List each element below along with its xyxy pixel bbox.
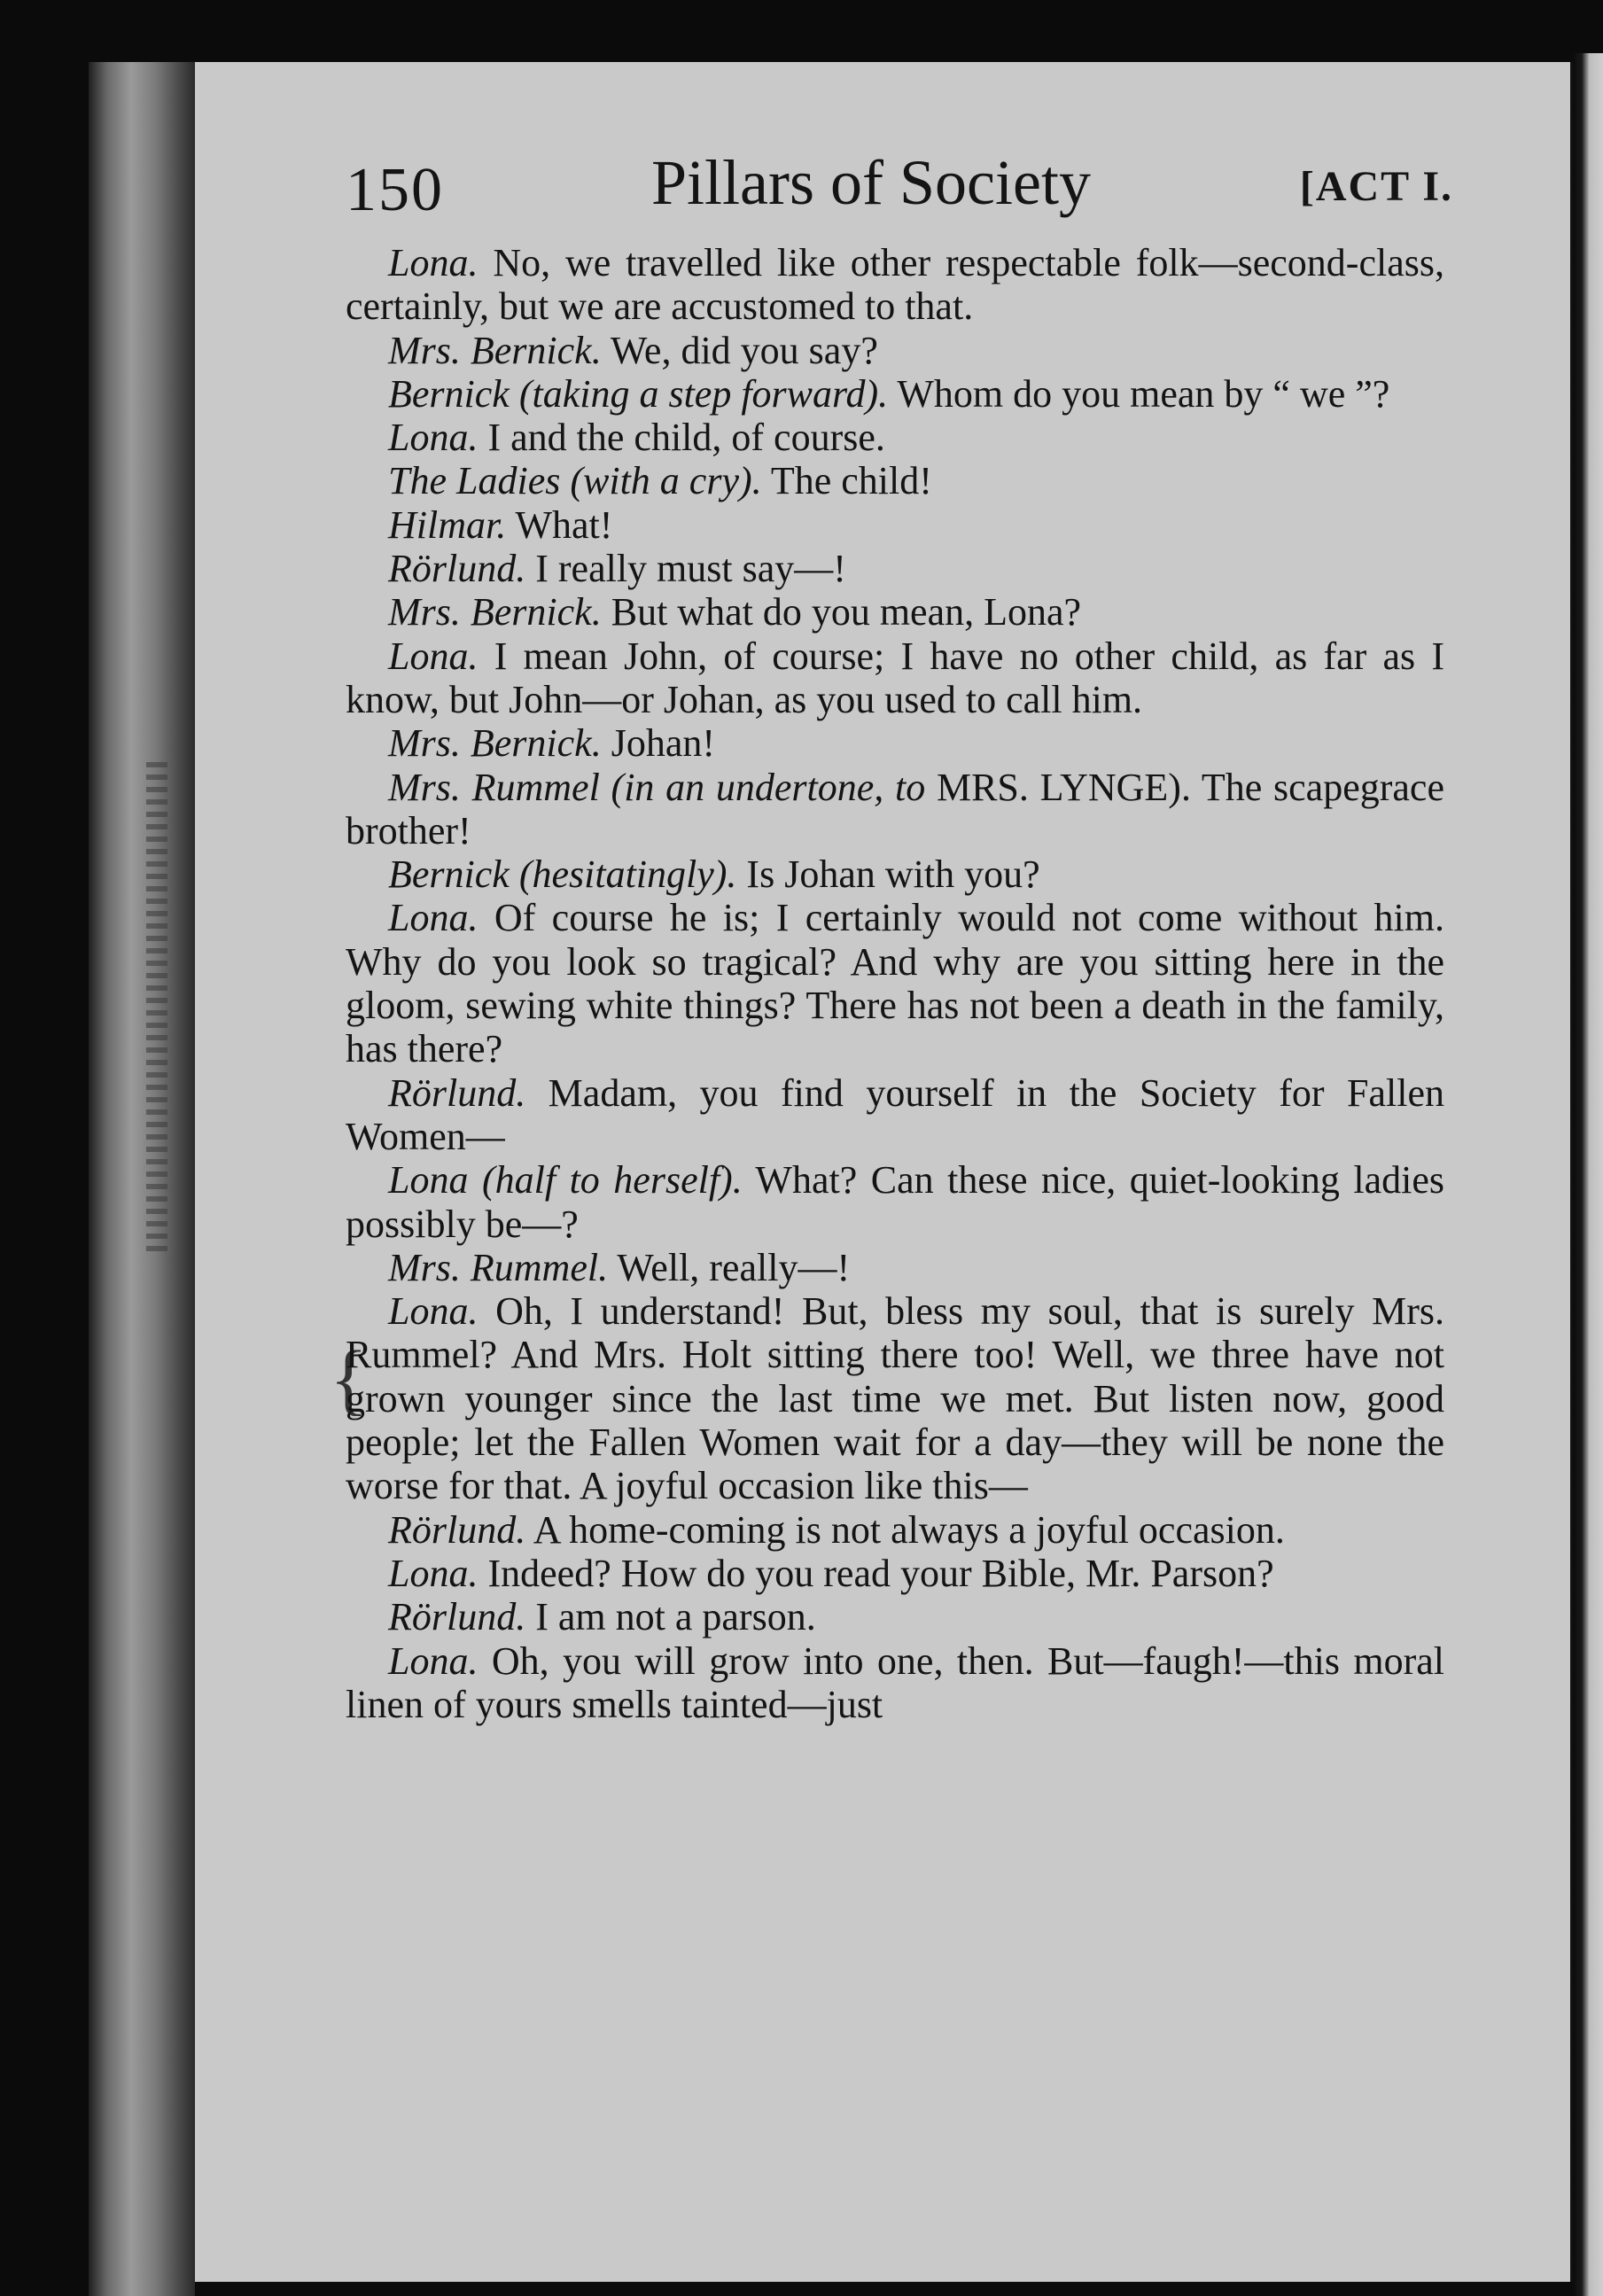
speaker: Mrs. Bernick.	[388, 590, 602, 634]
dialogue-line	[346, 1508, 1444, 1552]
speaker: Mrs. Bernick.	[388, 721, 602, 766]
speaker: Lona.	[388, 241, 479, 284]
dialogue-line	[346, 1289, 1444, 1507]
page-number: 150	[346, 156, 444, 224]
spine-lettering	[146, 762, 167, 1258]
dialogue-line	[346, 1158, 1444, 1246]
page-header	[346, 146, 1453, 244]
speaker: Bernick (taking a step forward).	[388, 371, 889, 416]
speech: What!	[506, 502, 613, 547]
speech: Is Johan with you?	[736, 852, 1040, 897]
speaker: Rörlund.	[388, 547, 526, 591]
speech: Of course he is; I certainly would not come without him. Why do you look so tragical? And why are you sitting here in the gloom, sewing white things? There has not been a death in the family, has there?	[346, 896, 1444, 1071]
dialogue-line	[346, 1595, 1444, 1638]
dialogue-line	[346, 896, 1444, 1070]
speaker: Lona.	[388, 1551, 479, 1595]
speaker: Lona.	[388, 416, 479, 460]
speaker: The Ladies (with a cry).	[388, 459, 762, 503]
dialogue-line	[346, 1071, 1444, 1159]
speech: I really must say—!	[525, 547, 846, 591]
speech: The child!	[761, 459, 932, 503]
margin-bracket: {	[330, 1335, 369, 1423]
dialogue-line	[346, 547, 1444, 590]
speech: Whom do you mean by “ we ”?	[888, 371, 1390, 416]
speech: Well, really—!	[608, 1245, 851, 1289]
speaker: Rörlund.	[388, 1595, 526, 1639]
dialogue-line	[346, 1552, 1444, 1595]
speaker: Lona.	[388, 1638, 479, 1683]
speaker: Mrs. Rummel (in an undertone, to	[388, 765, 926, 809]
dialogue-line	[346, 241, 1444, 329]
book-spine	[89, 62, 195, 2296]
dialogue-line	[346, 1639, 1444, 1727]
next-page-edge	[1573, 53, 1603, 2296]
speech: I am not a parson.	[525, 1595, 816, 1639]
dialogue-line	[346, 416, 1444, 459]
speech: But what do you mean, Lona?	[601, 590, 1082, 634]
speaker: Rörlund.	[388, 1070, 526, 1115]
speech: No, we travelled like other respectable folk—second-class, certainly, but we are accustomed to that.	[346, 241, 1444, 329]
dialogue-line	[346, 372, 1444, 416]
speaker: Lona.	[388, 1289, 479, 1334]
speaker: Mrs. Bernick.	[388, 328, 602, 372]
speaker: Bernick (hesitatingly).	[388, 852, 737, 897]
dialogue-line	[346, 503, 1444, 547]
act-label: [ACT I.	[1299, 163, 1453, 210]
speaker: Hilmar.	[388, 502, 507, 547]
speech: I mean John, of course; I have no other child, as far as I know, but John—or Johan, as you used to call him.	[346, 634, 1444, 721]
speaker: Lona.	[388, 634, 479, 678]
speech: Oh, you will grow into one, then. But—faugh!—this moral linen of yours smells tainted—just	[346, 1638, 1444, 1726]
speaker: Rörlund.	[388, 1507, 526, 1552]
dialogue-line	[346, 590, 1444, 634]
play-text	[346, 241, 1444, 1726]
speaker: Lona.	[388, 896, 479, 940]
speech: Oh, I understand! But, bless my soul, that is surely Mrs. Rummel? And Mrs. Holt sitting there too! Well, we three have not grown younger since the last time we met. But listen now, good people; let the Fallen Women wait for a day—they will be none the worse for that. A joyful occasion like this—	[346, 1289, 1444, 1508]
dialogue-line	[346, 329, 1444, 372]
dialogue-line	[346, 459, 1444, 502]
speech: We, did you say?	[601, 328, 878, 372]
speech: MRS. LYNGE). The scapegrace brother!	[346, 765, 1444, 852]
dialogue-line	[346, 721, 1444, 765]
speaker: Mrs. Rummel.	[388, 1245, 609, 1289]
dialogue-line	[346, 1246, 1444, 1289]
speech: Johan!	[601, 721, 716, 766]
dialogue-line	[346, 766, 1444, 853]
speech: Madam, you find yourself in the Society for Fallen Women—	[346, 1070, 1444, 1158]
speech: A home-coming is not always a joyful occasion.	[525, 1507, 1285, 1552]
speech: I and the child, of course.	[478, 416, 885, 460]
dialogue-line	[346, 634, 1444, 722]
speech: What? Can these nice, quiet-looking ladies possibly be—?	[346, 1158, 1444, 1246]
dialogue-line	[346, 852, 1444, 896]
speaker: Lona (half to herself).	[388, 1158, 743, 1202]
running-title: Pillars of Society	[651, 147, 1091, 218]
speech: Indeed? How do you read your Bible, Mr. Parson?	[478, 1551, 1274, 1595]
